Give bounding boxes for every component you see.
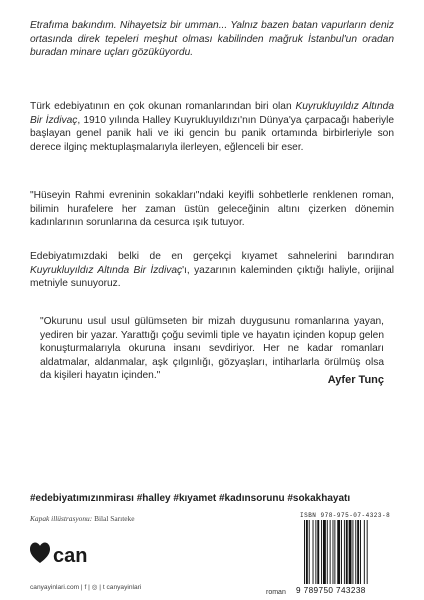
book-title-italic-1: Kuyrukluyıldız Altında Bir İzdivaç (30, 101, 394, 126)
blurb1-text-b: , 1910 yılında Halley Kuyrukluyıldızı'nın Dünya'ya çarpacağı haberiyle başlayan genel panik hali ve iki gencin bu panik ortamında birbirleriyle son derece ilginç mektuplaşmalarıyla ilerleyen, eğlenceli bir eser. (30, 114, 394, 153)
heart-icon (30, 542, 50, 563)
quote-author: Ayfer Tunç (327, 374, 384, 386)
excerpt-paragraph: Etrafıma bakındım. Nihayetsiz bir umman... Yalnız bazen batan vapurların deniz ortasında direk tepeleri meşhut olması kabilinden mağruk İstanbul'un oradan buradan minare uçları gözüküyordu. (30, 20, 394, 59)
cover-credit-label: Kapak illüstrasyonu: (30, 514, 93, 523)
cover-illustration-credit (30, 514, 135, 523)
book-title-italic-2: Kuyrukluyıldız Altında Bir İzdivaç (30, 264, 183, 276)
blurb-paragraph-1 (30, 100, 394, 154)
publisher-logo (30, 541, 100, 569)
blurb-paragraph-3 (30, 250, 394, 291)
barcode-digits: 9 789750 743238 (296, 586, 366, 595)
barcode-icon (302, 520, 394, 586)
blurb1-text-a: Türk edebiyatının en çok okunan romanlarından biri olan (30, 101, 296, 112)
publisher-social-links: canyayinlari.com | f | ◎ | t canyayinlari (30, 584, 142, 591)
blurb3-text-a: Edebiyatımızdaki belki de en gerçekçi kıyamet sahnelerini barındıran (30, 251, 394, 262)
isbn-number: ISBN 978-975-07-4323-8 (300, 512, 391, 519)
hashtags: #edebiyatımızınmirası #halley #kıyamet #kadınsorunu #sokakhayatı (30, 493, 351, 504)
blurb-paragraph-2: "Hüseyin Rahmi evreninin sokakları"ndaki keyifli sohbetlerle renklenen roman, bilimin hurafelere her zaman üstün geleceğinin altını çizerken dönemin kadınlarının sorunlarına da cesurca ışık tutuyor. (30, 190, 394, 229)
blurb3-text-b: 'ı, yazarının kaleminden çıktığı haliyle, orijinal metniyle sunuyoruz. (30, 264, 394, 290)
publisher-name: can (53, 545, 88, 567)
review-quote: "Okurunu usul usul gülümseten bir mizah duygusunu romanlarına yayan, yediren bir yazar. Yarattığı çoğu sevimli tiple ve hayatın içinden kopup gelen konuşturmalarıyla okuruna insanı sevdiriyor. Her ne kadar romanları aldatmalar, aldanmalar, aşk çılgınlığı, gözyaşları, intiharlarla örülmüş olsa da kişileri hayatın içinden." (40, 316, 384, 382)
cover-credit-artist: Bilal Sarıteke (94, 514, 135, 523)
genre-label: roman (266, 589, 286, 596)
